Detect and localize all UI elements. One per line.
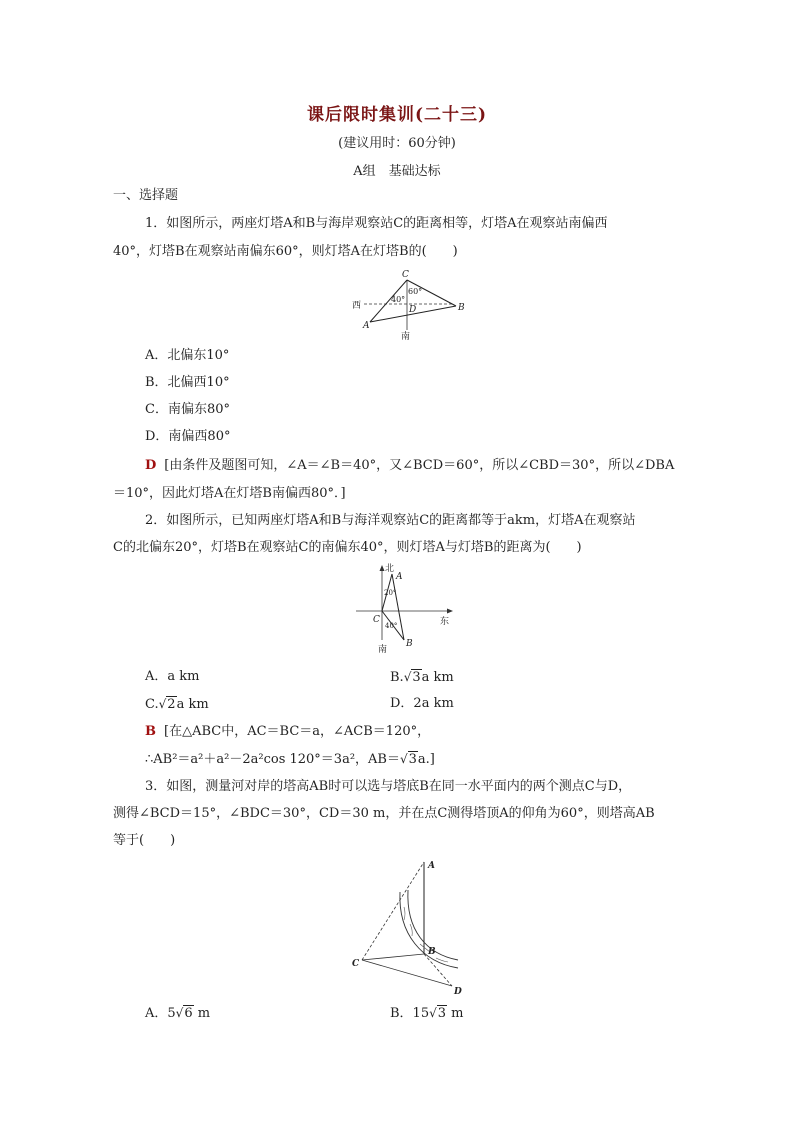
q1-fig-label-c: C — [402, 270, 409, 280]
q1-option-d: D．南偏西80° — [145, 429, 231, 444]
time-hint: (建议用时：60分钟) — [338, 136, 456, 151]
q3-fig-label-c: C — [352, 959, 360, 969]
q3-fig-label-d: D — [454, 987, 462, 997]
q1-answer-letter: D — [145, 458, 157, 473]
q1-fig-label-a: A — [363, 321, 370, 331]
q2-option-b: B.√3a km — [390, 670, 454, 685]
q2-fig-angle-20: 20° — [384, 589, 397, 597]
q1-option-a: A．北偏东10° — [145, 348, 230, 363]
q1-fig-label-b: B — [458, 303, 465, 313]
q3-fig-label-b: B — [428, 947, 436, 957]
q2-option-a: A．a km — [145, 669, 200, 684]
q1-fig-angle-40: 40° — [391, 295, 406, 304]
q1-answer-text: [由条件及题图可知，∠A＝∠B＝40°，又∠BCD＝60°，所以∠CBD＝30°，所以∠DBA — [164, 458, 675, 473]
q1-fig-label-south: 南 — [401, 332, 411, 342]
q1-answer-line1 — [145, 456, 674, 476]
q2-fig-label-north: 北 — [385, 564, 395, 574]
q2-answer-text: [在△ABC中，AC＝BC＝a，∠ACB＝120°， — [164, 724, 431, 739]
q2-fig-label-c: C — [373, 615, 380, 625]
q2-figure — [352, 562, 458, 654]
q3-fig-label-a: A — [428, 861, 435, 871]
q1-fig-angle-60: 60° — [408, 287, 423, 296]
q3-stem-line1: 3．如图，测量河对岸的塔高AB时可以选与塔底B在同一水平面内的两个测点C与D， — [145, 779, 632, 794]
q1-option-c: C．南偏东80° — [145, 402, 230, 417]
q2-option-d: D．2a km — [390, 696, 454, 711]
q3-stem-line2: 测得∠BCD＝15°，∠BDC＝30°，CD＝30 m，并在点C测得塔顶A的仰角为60°，则塔高AB — [113, 806, 655, 821]
q2-fig-label-b: B — [406, 639, 413, 649]
q2-answer-letter: B — [145, 724, 156, 739]
q2-option-c: C.√2a km — [145, 697, 209, 712]
q2-fig-angle-40: 40° — [385, 622, 398, 630]
q2-stem-line2: C的北偏东20°，灯塔B在观察站C的南偏东40°，则灯塔A与灯塔B的距离为( ) — [113, 540, 582, 555]
q2-answer-line2: ∴AB²＝a²＋a²－2a²cos 120°＝3a²，AB＝√3a.] — [145, 752, 435, 767]
page-title: 课后限时集训(二十三) — [306, 105, 488, 125]
q3-stem-line3: 等于( ) — [113, 833, 176, 848]
section-heading: 一、选择题 — [113, 188, 179, 203]
q3-figure — [346, 852, 474, 998]
q1-fig-label-d: D — [409, 305, 417, 315]
group-heading: A组 基础达标 — [353, 164, 441, 179]
q2-fig-label-east: 东 — [440, 617, 450, 627]
q2-answer-line1 — [145, 722, 430, 742]
q1-answer-line2: ＝10°，因此灯塔A在灯塔B南偏西80°．] — [113, 486, 346, 501]
q2-stem-line1: 2．如图所示，已知两座灯塔A和B与海洋观察站C的距离都等于akm，灯塔A在观察站 — [145, 513, 636, 528]
q3-option-a: A．5√6 m — [145, 1006, 211, 1021]
q3-option-b: B．15√3 m — [390, 1006, 464, 1021]
q1-stem-line1: 1．如图所示，两座灯塔A和B与海岸观察站C的距离相等，灯塔A在观察站南偏西 — [145, 216, 608, 231]
q2-fig-label-a: A — [396, 572, 403, 582]
q1-option-b: B．北偏西10° — [145, 375, 230, 390]
q1-stem-line2: 40°，灯塔B在观察站南偏东60°，则灯塔A在灯塔B的( ) — [113, 244, 458, 259]
q2-fig-label-south: 南 — [378, 645, 388, 654]
q1-figure — [350, 266, 470, 342]
q1-fig-label-west: 西 — [352, 301, 362, 311]
